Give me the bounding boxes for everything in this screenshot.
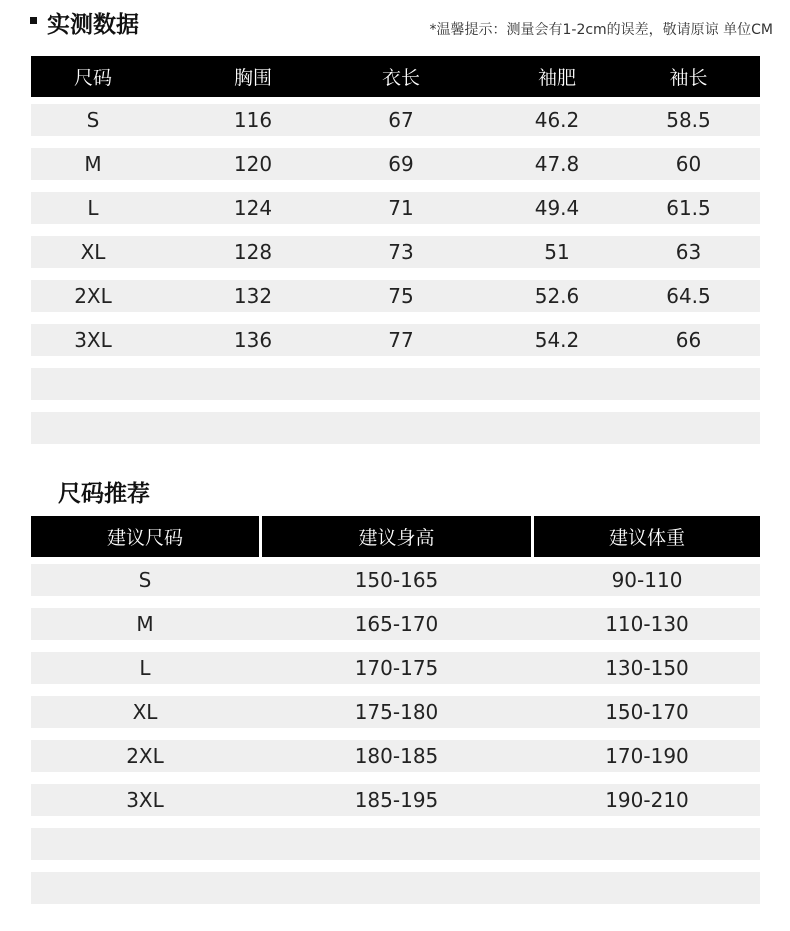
table-cell: 165-170 bbox=[354, 612, 439, 636]
header-sleeve-width: 袖肥 bbox=[537, 67, 576, 89]
table-row bbox=[31, 368, 760, 400]
table-cell: 47.8 bbox=[534, 152, 580, 176]
table-row bbox=[31, 236, 760, 268]
table-row bbox=[31, 740, 760, 772]
table-cell: 136 bbox=[233, 328, 273, 352]
table-cell: 170-175 bbox=[354, 656, 439, 680]
table-cell: 132 bbox=[233, 284, 273, 308]
table-cell: 2XL bbox=[126, 744, 164, 768]
table-cell: 46.2 bbox=[534, 108, 580, 132]
table-cell: 69 bbox=[388, 152, 414, 176]
table-row bbox=[31, 192, 760, 224]
table-cell: XL bbox=[132, 700, 158, 724]
table-cell bbox=[262, 872, 531, 904]
table-cell: 90-110 bbox=[611, 568, 683, 592]
table-cell: S bbox=[86, 108, 100, 132]
table-cell: 2XL bbox=[74, 284, 112, 308]
table-row bbox=[31, 280, 760, 312]
header-size: 尺码 bbox=[73, 67, 112, 89]
table-cell bbox=[534, 828, 760, 860]
table-cell: M bbox=[84, 152, 102, 176]
table-cell bbox=[31, 368, 155, 400]
table-cell: XL bbox=[80, 240, 106, 264]
table-cell bbox=[321, 412, 481, 444]
measurement-note: *温馨提示：测量会有1-2cm的误差，敬请原谅 单位CM bbox=[429, 22, 773, 38]
table-cell: 73 bbox=[388, 240, 414, 264]
table-cell: 185-195 bbox=[354, 788, 439, 812]
table-cell bbox=[621, 412, 756, 444]
table-cell: L bbox=[87, 196, 99, 220]
table-cell: 120 bbox=[233, 152, 273, 176]
measurements-header bbox=[31, 56, 760, 97]
title-bullet-icon bbox=[30, 17, 37, 24]
table-cell: 66 bbox=[675, 328, 702, 352]
recommendation-title: 尺码推荐 bbox=[58, 481, 150, 507]
table-row bbox=[31, 696, 760, 728]
table-cell: 61.5 bbox=[666, 196, 711, 220]
table-cell bbox=[481, 368, 633, 400]
table-cell bbox=[321, 368, 481, 400]
table-cell: 52.6 bbox=[534, 284, 580, 308]
table-row bbox=[31, 608, 760, 640]
table-cell: 71 bbox=[388, 196, 414, 220]
header-sleeve-length: 袖长 bbox=[669, 67, 708, 89]
table-cell: 49.4 bbox=[534, 196, 580, 220]
table-cell: 75 bbox=[388, 284, 414, 308]
header-suggested-size: 建议尺码 bbox=[106, 527, 183, 549]
table-cell: L bbox=[139, 656, 151, 680]
table-cell: 63 bbox=[675, 240, 702, 264]
table-row bbox=[31, 652, 760, 684]
table-row bbox=[31, 148, 760, 180]
table-row bbox=[31, 104, 760, 136]
header-suggested-height: 建议身高 bbox=[358, 527, 435, 549]
header-suggested-weight: 建议体重 bbox=[608, 527, 685, 549]
table-cell: 77 bbox=[388, 328, 414, 352]
table-row bbox=[31, 412, 760, 444]
table-cell: 58.5 bbox=[666, 108, 711, 132]
recommendation-header bbox=[31, 516, 760, 557]
table-row bbox=[31, 872, 760, 904]
table-cell bbox=[481, 412, 633, 444]
table-cell: 190-210 bbox=[605, 788, 689, 812]
table-cell: 130-150 bbox=[605, 656, 689, 680]
table-cell: 170-190 bbox=[605, 744, 689, 768]
table-cell bbox=[534, 872, 760, 904]
header-chest: 胸围 bbox=[233, 67, 272, 89]
table-cell: 116 bbox=[233, 108, 273, 132]
measurements-title: 实测数据 bbox=[47, 12, 139, 38]
table-cell: 64.5 bbox=[666, 284, 711, 308]
table-cell bbox=[31, 412, 155, 444]
header-length: 衣长 bbox=[381, 67, 420, 89]
table-cell bbox=[31, 872, 259, 904]
table-cell: 51 bbox=[544, 240, 570, 264]
table-cell: 150-165 bbox=[354, 568, 439, 592]
table-cell: 54.2 bbox=[534, 328, 580, 352]
table-cell: 3XL bbox=[126, 788, 164, 812]
table-cell: 180-185 bbox=[354, 744, 439, 768]
table-cell: S bbox=[138, 568, 152, 592]
table-cell: 150-170 bbox=[605, 700, 689, 724]
table-cell: 128 bbox=[233, 240, 273, 264]
table-cell: 3XL bbox=[74, 328, 112, 352]
table-cell: 175-180 bbox=[354, 700, 439, 724]
table-cell: 60 bbox=[675, 152, 702, 176]
table-row bbox=[31, 828, 760, 860]
table-cell: 110-130 bbox=[605, 612, 689, 636]
table-cell bbox=[621, 368, 756, 400]
table-cell bbox=[262, 828, 531, 860]
table-cell: 67 bbox=[388, 108, 414, 132]
table-cell: 124 bbox=[233, 196, 273, 220]
table-cell bbox=[31, 828, 259, 860]
table-row bbox=[31, 564, 760, 596]
table-cell: M bbox=[136, 612, 154, 636]
table-row bbox=[31, 784, 760, 816]
table-row bbox=[31, 324, 760, 356]
